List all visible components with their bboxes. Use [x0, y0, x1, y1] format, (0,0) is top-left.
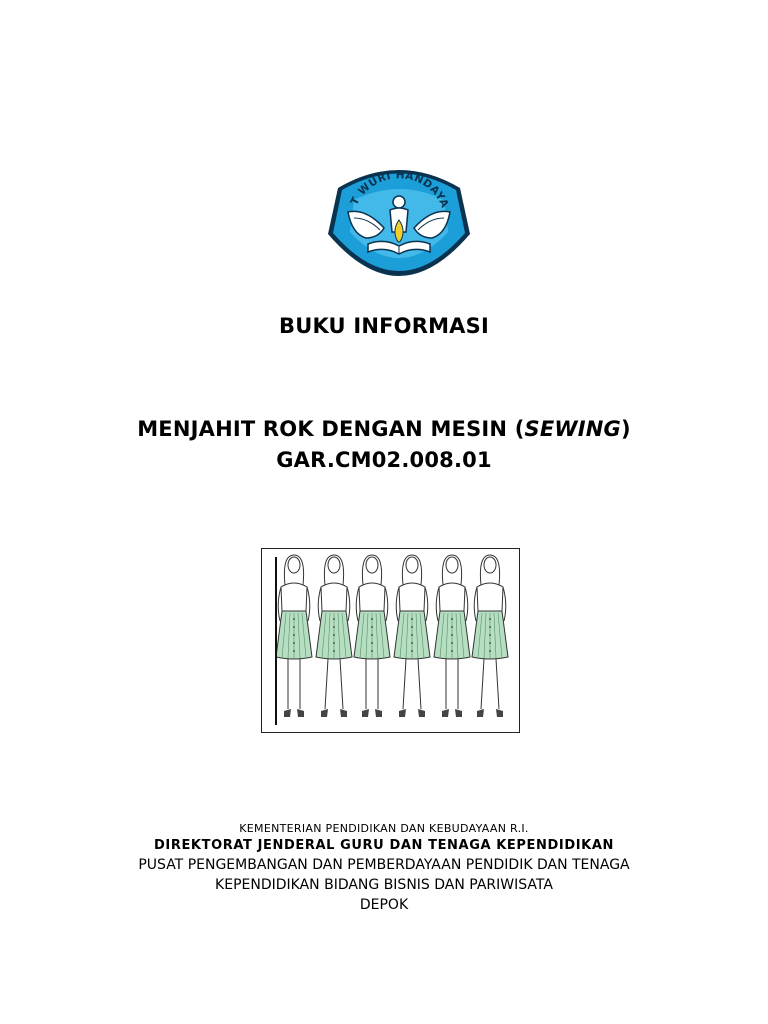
figure-right-leg — [340, 659, 343, 709]
skirt-button — [411, 642, 413, 644]
skirt-button — [411, 626, 413, 628]
woman-figure — [276, 555, 312, 717]
figure-shirt — [399, 583, 425, 611]
figure-left-arm — [356, 587, 359, 621]
figure-right-arm — [503, 587, 506, 621]
figure-left-arm — [436, 587, 439, 621]
logo-motto: T WURI HANDAYA — [348, 169, 451, 210]
figure-shirt — [281, 583, 307, 611]
figure-right-shoe — [297, 709, 304, 717]
skirt-button — [489, 634, 491, 636]
figure-right-shoe — [455, 709, 462, 717]
skirt-button — [371, 650, 373, 652]
skirt-button — [489, 642, 491, 644]
skirt-button — [451, 642, 453, 644]
figure-shirt — [359, 583, 385, 611]
figure-head — [484, 557, 496, 573]
center-name-line1: PUSAT PENGEMBANGAN DAN PEMBERDAYAAN PENDIDIK DAN TENAGA — [138, 857, 630, 873]
skirt-button — [293, 634, 295, 636]
figure-left-shoe — [477, 709, 484, 717]
skirt-button — [371, 634, 373, 636]
skirt-illustration — [261, 548, 520, 733]
figure-left-leg — [481, 659, 484, 709]
figure-left-leg — [325, 659, 328, 709]
skirt-button — [451, 626, 453, 628]
logo-emblem-icon — [326, 160, 472, 276]
figure-right-arm — [465, 587, 468, 621]
figure-left-shoe — [442, 709, 449, 717]
figure-head — [328, 557, 340, 573]
figure-shirt — [321, 583, 347, 611]
skirt-button — [489, 650, 491, 652]
woman-figure — [316, 555, 352, 717]
module-title-prefix: MENJAHIT ROK DENGAN MESIN ( — [137, 417, 525, 441]
skirt-button — [371, 618, 373, 620]
figure-left-shoe — [284, 709, 291, 717]
skirt-button — [293, 642, 295, 644]
skirt-button — [333, 634, 335, 636]
skirt-button — [451, 618, 453, 620]
center-name-line2: KEPENDIDIKAN BIDANG BISNIS DAN PARIWISATA — [215, 877, 553, 893]
skirt-button — [451, 650, 453, 652]
skirt-button — [411, 618, 413, 620]
book-type-title: BUKU INFORMASI — [279, 314, 489, 338]
woman-figure — [434, 555, 470, 717]
figure-right-arm — [425, 587, 428, 621]
women-in-skirts-sketch — [262, 549, 519, 732]
ministry-name: KEMENTERIAN PENDIDIKAN DAN KEBUDAYAAN R.I. — [239, 822, 529, 835]
skirt-button — [489, 618, 491, 620]
figure-right-shoe — [418, 709, 425, 717]
figure-head — [406, 557, 418, 573]
woman-figure — [472, 555, 508, 717]
figure-right-shoe — [496, 709, 503, 717]
tut-wuri-handayani-logo — [326, 160, 472, 276]
figure-right-shoe — [340, 709, 347, 717]
figure-left-shoe — [321, 709, 328, 717]
module-title — [0, 417, 768, 441]
figure-shirt — [477, 583, 503, 611]
skirt-button — [451, 634, 453, 636]
figure-right-arm — [347, 587, 350, 621]
module-code: GAR.CM02.008.01 — [276, 448, 492, 472]
figure-left-shoe — [399, 709, 406, 717]
skirt-button — [333, 618, 335, 620]
figure-left-shoe — [362, 709, 369, 717]
figure-left-arm — [396, 587, 399, 621]
skirt-button — [333, 642, 335, 644]
city-name: DEPOK — [359, 897, 409, 913]
module-title-suffix: ) — [620, 417, 631, 441]
figure-left-arm — [278, 587, 281, 621]
skirt-button — [371, 626, 373, 628]
figure-left-arm — [318, 587, 321, 621]
figure-shirt — [439, 583, 465, 611]
figure-right-shoe — [375, 709, 382, 717]
skirt-button — [411, 650, 413, 652]
illustration-border-line — [275, 557, 277, 725]
figure-right-leg — [418, 659, 421, 709]
figure-head — [446, 557, 458, 573]
figure-right-leg — [496, 659, 499, 709]
module-title-emphasis: SEWING — [524, 417, 621, 441]
skirt-button — [489, 626, 491, 628]
figure-head — [366, 557, 378, 573]
skirt-button — [293, 650, 295, 652]
woman-figure — [354, 555, 390, 717]
figure-left-arm — [474, 587, 477, 621]
woman-figure — [394, 555, 430, 717]
figure-right-arm — [307, 587, 310, 621]
skirt-button — [293, 618, 295, 620]
skirt-button — [333, 650, 335, 652]
directorate-name: DIREKTORAT JENDERAL GURU DAN TENAGA KEPENDIDIKAN — [154, 838, 614, 853]
skirt-button — [333, 626, 335, 628]
skirt-button — [411, 634, 413, 636]
skirt-button — [371, 642, 373, 644]
figure-left-leg — [403, 659, 406, 709]
skirt-button — [293, 626, 295, 628]
figure-right-arm — [385, 587, 388, 621]
figure-head — [288, 557, 300, 573]
